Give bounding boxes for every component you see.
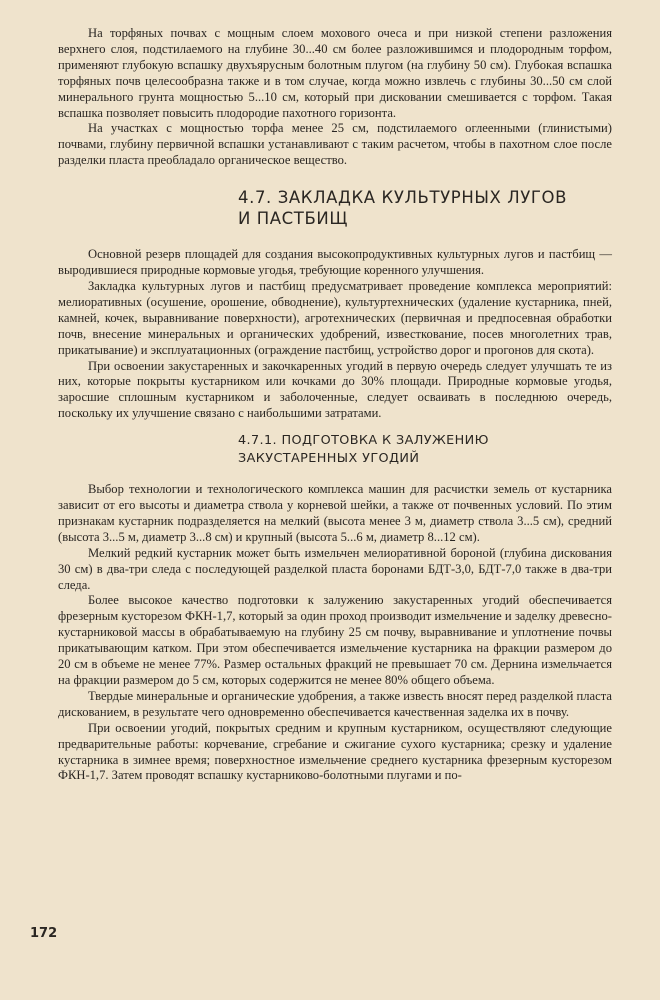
section-heading bbox=[58, 187, 612, 229]
paragraph-reclamation-order: При освоении закустаренных и закочкаренных угодий в первую очередь следует улучшать те из них, которые покрыты кустарником или кочками до 30% площади. Природные кормовые угодья, заросшие сплошным кустарником и заболоченные, следует осваивать в последнюю очередь, поскольку их улучшение связано с наибольшими затратами. bbox=[58, 358, 612, 421]
paragraph-small-shrub: Мелкий редкий кустарник может быть измельчен мелиоративной бороной (глубина дискования 30 см) в два-три следа с последующей разделкой пласта боронами БДТ-3,0, БДТ-7,0 также в два-три следа. bbox=[58, 545, 612, 592]
subsection-heading-line1: 4.7.1. ПОДГОТОВКА К ЗАЛУЖЕНИЮ bbox=[238, 433, 489, 449]
subsection-heading bbox=[58, 432, 612, 468]
paragraph-medium-large-shrub: При освоении угодий, покрытых средним и крупным кустарником, осуществляют следующие предварительные работы: корчевание, сгребание и сжигание сухого кустарника; срезку и удаление кустарника в зимнее время; поверхностное измельчение среднего кустарника фрезерным кусторезом ФКН-1,7. Затем проводят вспашку кустарниково-болотными плугами и по- bbox=[58, 720, 612, 783]
paragraph-shrub-classification: Выбор технологии и технологического комплекса машин для расчистки земель от кустарника зависит от его высоты и диаметра ствола у корневой шейки, а также от почвенных условий. По этим признакам кустарник подразделяется на мелкий (высота менее 3 м, диаметр ствола 3...5 см), средний (высота 3...5 м, диаметр 3...8 см) и крупный (высота 5...6 м, диаметр 8...12 см). bbox=[58, 482, 612, 544]
paragraph-main-reserve: Основной резерв площадей для создания высокопродуктивных культурных лугов и пастбищ — выродившиеся природные кормовые угодья, требующие коренного улучшения. bbox=[58, 247, 612, 278]
paragraph-measures-complex: Закладка культурных лугов и пастбищ предусматривает проведение комплекса мероприятий: мелиоративных (осушение, орошение, обводнение), культуртехнических (удаление кустарника, пней, камней, кочек, выравнивание поверхности), агротехнических (первичная и предпосевная обработки почв, внесение минеральных и органических удобрений, известкование, посев многолетних трав, прикатывание) и эксплуатационных (ограждение пастбищ, устройство дорог и прогонов для скота). bbox=[58, 278, 612, 357]
subsection-heading-line2: ЗАКУСТАРЕННЫХ УГОДИЙ bbox=[238, 451, 420, 467]
paragraph-peat-deep-plowing: На торфяных почвах с мощным слоем мохового очеса и при низкой степени разложения верхнего слоя, подстилаемого на глубине 30...40 см более разложившимся и плодородным торфом, применяют глубокую вспашку двухъярусным болотным плугом (на глубину 50 см). Глубокая вспашка торфяных почв целесообразна также и в том случае, когда можно извлечь с глубины 30...50 см слой минерального грунта мощностью 5...10 см, который при дисковании смешивается с торфом. Такая вспашка позволяет повысить плодородие пахотного горизонта. bbox=[58, 26, 612, 120]
paragraph-fertilizers: Твердые минеральные и органические удобрения, а также известь вносят перед разделкой пласта дискованием, в результате чего одновременно обеспечивается качественная заделка их в почву. bbox=[58, 688, 612, 719]
paragraph-thin-peat: На участках с мощностью торфа менее 25 см, подстилаемого оглеенными (глинистыми) почвами, глубину первичной вспашки устанавливают с таким расчетом, чтобы в пахотном слое после разделки пласта преобладало органическое вещество. bbox=[58, 121, 612, 168]
section-heading-line1: 4.7. ЗАКЛАДКА КУЛЬТУРНЫХ ЛУГОВ bbox=[238, 188, 568, 208]
paragraph-fkn-cutter: Более высокое качество подготовки к залужению закустаренных угодий обеспечивается фрезерным кусторезом ФКН-1,7, который за один проход производит измельчение и заделку древесно-кустарниковой массы в обрабатываемую на глубину 25 см почву, выравнивание и уплотнение почвы прикатывающим катком. При этом обеспечивается измельчение кустарника на фракции размером до 20 см в объеме не менее 77%. Размер остальных фракций не превышает 70 см. Дернина измельчается на фракции размером до 5 см, которых содержится не менее 80% общего объема. bbox=[58, 593, 612, 687]
page-number: 172 bbox=[30, 926, 58, 941]
section-heading-line2: И ПАСТБИЩ bbox=[238, 209, 348, 229]
